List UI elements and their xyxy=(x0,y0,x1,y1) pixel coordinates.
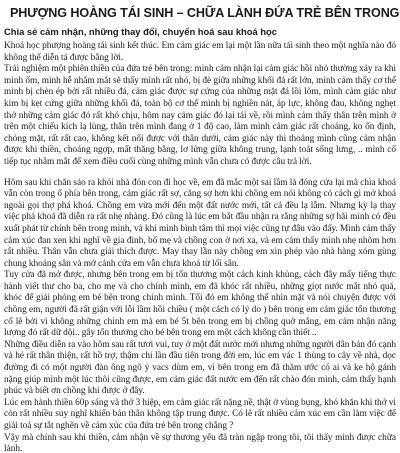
paragraph-meditation-experience: Trải nghiệm một phiên thiền của đứa trẻ bên trong: mình cảm nhận lại cảm giác hồi nhỏ thường xảy ra khi mình ốm, mình hễ nhắm mắt sẽ thấy mình rất nhỏ, bị đè giữa những khối đá rất lớn, mình cảm thấy cơ thể mình bị chèn ép bởi rất nhiều đá, cảm giác được sự cứng của những mặt đá lồi lõm, mình cảm giác như kim bị kẹt cứng giữa những khối đá, toàn bộ cơ thể mình bị nghiền nát, áp lực, không đau, không nghẹt thở những cảm giác đó rất khó chịu, hôm nay cảm giác đó lại tái về, rồi mình cảm thấy thân trên mình ở trên một chiếu kích lạ lùng, thân trên mình đang ở 1 độ cao, làm mình cảm giác rất choáng, ko ổn định, chóng mặt, rất rất cao, không kết nối được với thân dưới, cảm giác này thì thoáng mình cũng cảm nhận được khi thiền, choáng ngợp, mất thăng bằng, lơ lửng giữa không trung, lạnh toát sống lưng, .. mình cố tiếp tục nhắm mắt để xem điều cuối cùng những mình vẫn chưa có được câu trả lời. xyxy=(4,64,396,167)
document-title: PHƯỢNG HOÀNG TÁI SINH – CHỮA LÀNH ĐỨA TRẺ BÊN TRONG xyxy=(10,6,400,20)
paragraph-hurt-inside: Tuy cửa đã mở được, nhưng bên trong em bị tổn thương một cách kinh khủng, cách đây mấy tiếng thực hành viết thư cho ba, cho mẹ và cho chính mình, em đã khóc rất nhiều, những giọt nước mắt nhỏ quá, khóc để giải phóng em bé bên trong chính mình. Tối đó em không thể nhìn mặt và nói chuyện được với chồng em, người đã rất giận với lỗi lầm hồi chiều ( một cách có lý do ) bên trong em cảm giác tổn thương cố lẽ bởi vì không những chính em mà em bé 5t bên trong em bị chồng quở mắng, em cảm nhận năng lượng đó rất dữ dội.. gây tổn thương cho bé bên trong em một cách không cần thiết .. xyxy=(4,270,396,339)
paragraph-locked-door: Hôm sau khi chăn sáo ra khỏi nhà đón con đi học về, em đã mắc một sai lầm là đóng cửa lại mà chìa khoá vẫn còn trong ổ phía bên trong, cảm giác rất sợ, căng sợ hơn khi chồng em nói không có cách gì mở khoá ngoài gọi thợ phá khoá. Chồng em vừa mới đến một đất nước mới, tất cả đều lạ lẫm. Nhưng kỳ lạ thay việc phá khoá đã diễn ra rất nhẹ nhàng. Đó cũng là lúc em bắt đầu nhận ra rằng những sợ hãi mình có đều xuất phát từ chính bên trong mình, và khi mình bình tâm thì mọi việc cũng tự đâu vào đấy. Mình cảm thấy cảm xúc đan xen khi nghĩ về gia đình, bố mẹ và chồng con ở nơi xa, và em cảm thấy mình nhẹ nhõm hơn rất nhiều. Thân vẫn chưa giải thích được. May thay lần này chồng em xin phép vào nhà hàng xóm gùng chung khoảng sân và mở cánh cửa em vẫn chưa khoá từ lối sân. xyxy=(4,177,396,269)
paragraph-intro: Khoá học phượng hoàng tái sinh kết thúc. Em cảm giác em lại một lần nữa tái sinh theo một nghĩa nào đó không thể diễn tả được bằng lời. xyxy=(4,41,396,63)
paragraph-closing: Vậy mà chính sau khi thiền, cảm nhận về sự thương yêu đã tràn ngập trong tôi, tôi thấy mình được chữa lành. xyxy=(4,432,396,453)
paragraph-next-day: Những điều diễn ra vào hôm sau rất tươi vui, tuy ở một đất nước mới nhưng những người dân bản đó cạnh và hẻ rất thân thiện, rất hồ trợ, thậm chí lần đầu tiên trong đời em, lúc em vác 1 thùng to cây về nhà, dọc đường đi có một người đàn ông ngõ ý vacs dùm em, vì bên trong em đã thăm ước có ai và ke hộ gánh nặng giúp mình một lúc thôi cũng được, em cảm giác đất nước em đến rất chào đón mình, cảm thấy hạnh phúc và biết ơn chồng khi được ở đây. xyxy=(4,339,397,397)
paragraph-breathing-practice: Lúc em hành thiền 60p sáng và thở 3 hiệp, em cảm giác rất nặng nề, thật ở vùng bụng, khó khăn khi thở vì còn rất nhiều suy nghĩ khiến bản thân không tập trung được. Có lẽ rất nhiều cảm xúc em cần làm việc để giải toả sự tắt nghẽn về cảm xúc của đứa trẻ bên trong chẳng ? xyxy=(4,397,396,431)
document-subtitle: Chia sẻ cảm nhận, những thay đổi, chuyển hoá sau khoá học xyxy=(4,26,277,37)
